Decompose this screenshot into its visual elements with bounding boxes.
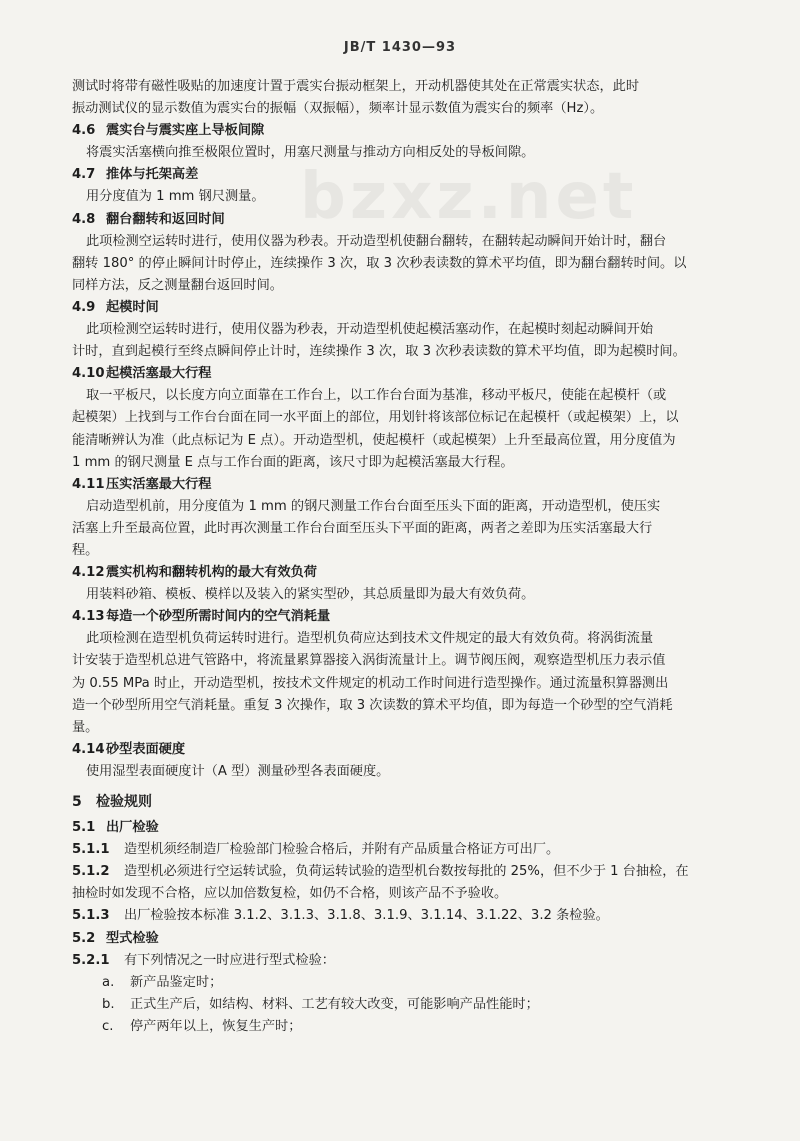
section-text: 砂型表面硬度 — [106, 741, 186, 757]
document-body — [72, 76, 762, 1038]
section-text: 有下列情况之一时应进行型式检验： — [124, 952, 335, 968]
paragraph-continuation: 翻转 180° 的停止瞬间计时停止，连续操作 3 次，取 3 次秒表读数的算术平均值，即为翻台翻转时间。以 — [72, 255, 687, 271]
section-number: 4.7 — [72, 167, 96, 183]
paragraph-continuation: 同样方法，反之测量翻台返回时间。 — [72, 277, 283, 293]
section-number: 5.1.2 — [72, 864, 110, 880]
section-heading — [72, 817, 762, 839]
paragraph-line: 取一平板尺，以长度方向立面靠在工作台上，以工作台台面为基准，移动平板尺，使能在起模杆（或 — [86, 388, 667, 404]
section-number: c. — [102, 1018, 114, 1034]
section-heading — [72, 905, 762, 927]
list-item — [72, 994, 762, 1016]
section-heading — [72, 363, 762, 385]
section-heading — [72, 739, 762, 761]
paragraph-line: 用装料砂箱、模板、模样以及装入的紧实型砂，其总质量即为最大有效负荷。 — [86, 587, 535, 603]
chapter-heading — [72, 791, 762, 813]
section-heading — [72, 562, 762, 584]
section-text: 每造一个砂型所需时间内的空气消耗量 — [106, 609, 331, 625]
section-number: 5.2 — [72, 930, 96, 946]
paragraph-line: 此项检测空运转时进行，使用仪器为秒表，开动造型机使起模活塞动作，在起模时刻起动瞬间开始 — [86, 322, 654, 338]
section-text: 震实台与震实座上导板间隙 — [106, 123, 265, 139]
section-number: 4.12 — [72, 565, 105, 581]
section-text: 新产品鉴定时； — [130, 974, 223, 990]
paragraph-continuation: 能清晰辨认为准（此点标记为 E 点）。开动造型机，使起模杆（或起模架）上升至最高位置，用分度值为 — [72, 432, 676, 448]
paragraph-continuation: 测试时将带有磁性吸贴的加速度计置于震实台振动框架上，开动机器使其处在正常震实状态，此时 — [72, 79, 640, 94]
section-text: 造型机必须进行空运转试验，负荷运转试验的造型机台数按每批的 25%，但不少于 1 台抽检，在 — [124, 864, 689, 880]
paragraph-continuation: 抽检时如发现不合格，应以加倍数复检，如仍不合格，则该产品不予验收。 — [72, 886, 508, 902]
section-text: 造型机须经制造厂检验部门检验合格后，并附有产品质量合格证方可出厂。 — [124, 842, 560, 858]
section-text: 起模时间 — [106, 299, 159, 315]
paragraph-continuation: 计安装于造型机总进气管路中，将流量累算器接入涡街流量计上。调节阀压阀，观察造型机压力表示值 — [72, 653, 666, 669]
paragraph-line: 将震实活塞横向推至极限位置时，用塞尺测量与推动方向相反处的导板间隙。 — [86, 145, 535, 161]
section-number: 4.8 — [72, 211, 96, 227]
section-text: 型式检验 — [106, 930, 159, 946]
section-heading — [72, 297, 762, 319]
paragraph-continuation: 量。 — [72, 719, 99, 735]
list-item — [72, 1016, 762, 1038]
section-number: 5.1 — [72, 820, 96, 836]
section-number: 4.9 — [72, 299, 96, 315]
section-heading — [72, 474, 762, 496]
section-heading — [72, 606, 762, 628]
watermark-text: bzxz.net — [300, 160, 638, 234]
section-number: 5.2.1 — [72, 952, 110, 968]
list-item — [72, 972, 762, 994]
section-text: 停产两年以上，恢复生产时； — [130, 1018, 302, 1034]
section-text: 翻台翻转和返回时间 — [106, 211, 225, 227]
paragraph-continuation: 1 mm 的钢尺测量 E 点与工作台面的距离，该尺寸即为起模活塞最大行程。 — [72, 454, 514, 470]
section-number: a. — [102, 974, 115, 990]
paragraph-continuation: 活塞上升至最高位置，此时再次测量工作台台面至压头下平面的距离，两者之差即为压实活塞最大行 — [72, 520, 653, 536]
section-number: 5.1.3 — [72, 908, 110, 924]
section-number: b. — [102, 996, 115, 1012]
section-number: 4.11 — [72, 476, 105, 492]
section-text: 出厂检验 — [106, 820, 159, 836]
document-code-header: JB/T 1430—93 — [343, 40, 457, 55]
section-text: 检验规则 — [96, 794, 152, 810]
section-heading — [72, 928, 762, 950]
paragraph-line: 此项检测空运转时进行，使用仪器为秒表。开动造型机使翻台翻转，在翻转起动瞬间开始计时，翻台 — [86, 233, 667, 249]
section-number: 4.10 — [72, 366, 105, 382]
paragraph-line: 此项检测在造型机负荷运转时进行。造型机负荷应达到技术文件规定的最大有效负荷。将涡街流量 — [86, 631, 654, 647]
section-number: 4.13 — [72, 609, 105, 625]
paragraph-line: 启动造型机前，用分度值为 1 mm 的钢尺测量工作台台面至压头下面的距离，开动造型机，使压实 — [86, 498, 661, 514]
paragraph-line: 使用湿型表面硬度计（A 型）测量砂型各表面硬度。 — [86, 763, 390, 779]
paragraph-continuation: 计时，直到起模行至终点瞬间停止计时，连续操作 3 次，取 3 次秒表读数的算术平均值，即为起模时间。 — [72, 344, 686, 360]
paragraph-continuation: 为 0.55 MPa 时止，开动造型机，按技术文件规定的机动工作时间进行造型操作。通过流量积算器测出 — [72, 675, 669, 691]
section-text: 震实机构和翻转机构的最大有效负荷 — [106, 565, 317, 581]
paragraph-continuation: 起模架）上找到与工作台台面在同一水平面上的部位，用划针将该部位标记在起模杆（或起模架）上，以 — [72, 410, 679, 426]
section-text: 正式生产后，如结构、材料、工艺有较大改变，可能影响产品性能时； — [130, 996, 539, 1012]
paragraph-continuation: 程。 — [72, 542, 99, 558]
section-heading — [72, 120, 762, 142]
section-text: 出厂检验按本标准 3.1.2、3.1.3、3.1.8、3.1.9、3.1.14、3.1.22、3.2 条检验。 — [124, 908, 609, 924]
section-text: 起模活塞最大行程 — [106, 366, 212, 382]
section-heading — [72, 839, 762, 861]
section-heading — [72, 950, 762, 972]
section-number: 4.14 — [72, 741, 105, 757]
section-heading — [72, 164, 762, 186]
paragraph-line: 用分度值为 1 mm 钢尺测量。 — [86, 189, 265, 205]
section-text: 压实活塞最大行程 — [106, 476, 212, 492]
paragraph-continuation: 振动测试仪的显示数值为震实台的振幅（双振幅），频率计显示数值为震实台的频率（Hz）。 — [72, 101, 604, 117]
spacer — [72, 783, 762, 787]
section-number: 5.1.1 — [72, 842, 110, 858]
paragraph-continuation: 造一个砂型所用空气消耗量。重复 3 次操作，取 3 次读数的算术平均值，即为每造一个砂型的空气消耗 — [72, 697, 673, 713]
section-number: 4.6 — [72, 123, 96, 139]
section-heading — [72, 861, 762, 883]
section-text: 推体与托架高差 — [106, 167, 199, 183]
section-number: 5 — [72, 794, 82, 810]
section-heading — [72, 209, 762, 231]
